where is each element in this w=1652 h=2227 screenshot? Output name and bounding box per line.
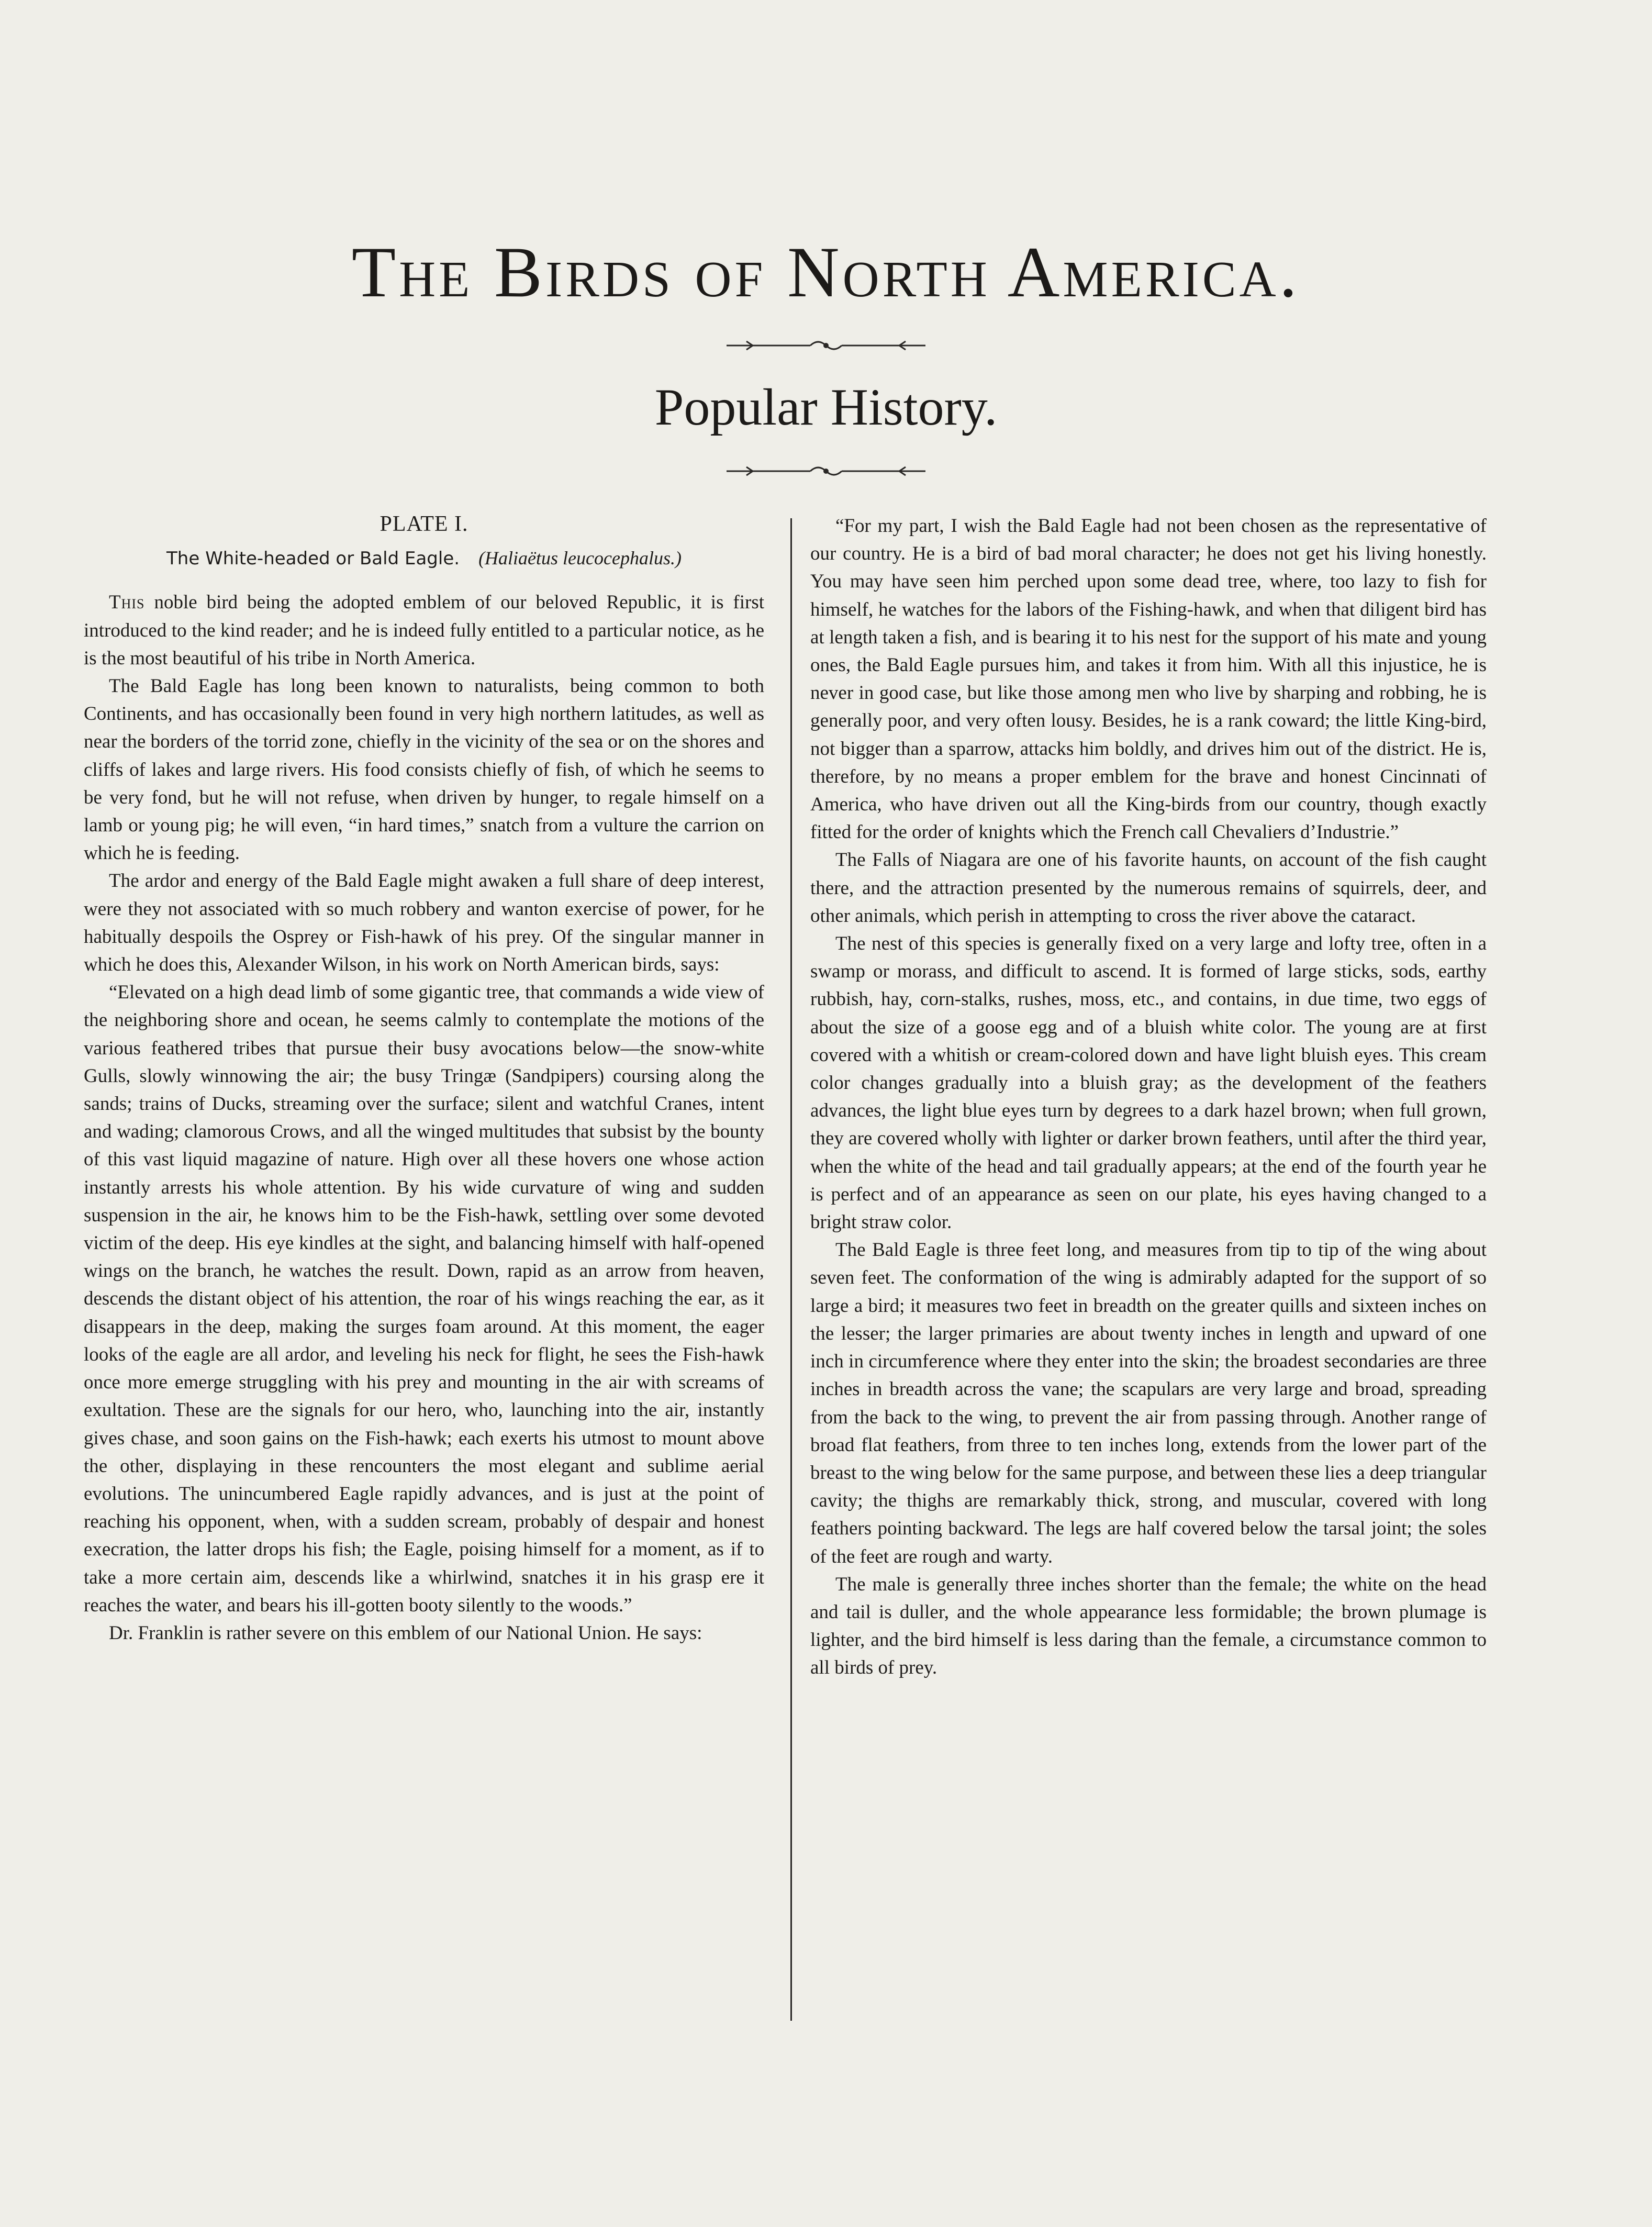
paragraph: The ardor and energy of the Bald Eagle might awaken a full share of deep interest, were they not associated with so much robbery and wanton exercise of power, for he habitually despoils the Osprey or Fish-hawk of his prey. Of the singular manner in which he does this, Alexander Wilson, in his work on North American birds, says:	[84, 870, 764, 976]
paragraph	[84, 588, 764, 672]
plate-heading: PLATE I.	[379, 512, 468, 536]
column-divider	[790, 518, 792, 2021]
intro-text: noble bird being the adopted emblem of our beloved Republic, it is first introduced to the kind reader; and he is indeed fully entitled to a particular notice, as he is the most beautiful of his tribe in North America.	[84, 592, 764, 669]
right-column	[810, 512, 1487, 1682]
ornament-divider-bottom	[721, 461, 931, 482]
page-title: The Birds of North America.	[351, 232, 1301, 312]
paragraph: The male is generally three inches shorter than the female; the white on the head and tail is duller, and the whole appearance less formidable; the brown plumage is lighter, and the bird himself is less daring than the female, a circumstance common to all birds of prey.	[810, 1573, 1487, 1679]
paragraph: Dr. Franklin is rather severe on this emblem of our National Union. He says:	[109, 1622, 702, 1644]
paragraph: The nest of this species is generally fixed on a very large and lofty tree, often in a swamp or morass, and difficult to ascend. It is formed of large sticks, sods, earthy rubbish, hay, corn-stalks, rushes, moss, etc., and contains, in due time, two eggs of about the size of a goose egg and of a bluish white color. The young are at first covered with a whitish or cream-colored down and have light bluish eyes. This cream color changes gradually into a bluish gray; as the development of the feathers advances, the light blue eyes turn by degrees to a dark hazel brown; when full grown, they are covered wholly with lighter or darker brown feathers, until after the third year, when the white of the head and tail gradually appears; at the end of the fourth year he is perfect and of an appearance as seen on our plate, his eyes having changed to a bright straw color.	[810, 933, 1487, 1233]
quote-paragraph: “Elevated on a high dead limb of some gigantic tree, that commands a wide view of the neighboring shore and ocean, he seems calmly to contemplate the motions of the various feathered tribes that pursue their busy avocations below—the snow-white Gulls, slowly winnowing the air; the busy Tringæ (Sandpipers) coursing along the sands; trains of Ducks, streaming over the surface; silent and watchful Cranes, intent and wading; clamorous Crows, and all the winged multitudes that subsist by the bounty of this vast liquid magazine of nature. High over all these hovers one whose action instantly arrests his whole attention. By his wide curvature of wing and sudden suspension in the air, he knows him to be the Fish-hawk, settling over some devoted victim of the deep. His eye kindles at the sight, and balancing himself with half-opened wings on the branch, he watches the result. Down, rapid as an arrow from heaven, descends the distant object of his attention, the roar of his wings reaching the ear, as it disappears in the deep, making the surges foam around. At this moment, the eager looks of the eagle are all ardor, and leveling his neck for flight, he sees the Fish-hawk once more emerge struggling with his prey and mounting in the air with screams of exultation. These are the signals for our hero, who, launching into the air, instantly gives chase, and soon gains on the Fish-hawk; each exerts his utmost to mount above the other, displaying in these rencounters the most elegant and sublime aerial evolutions. The unincumbered Eagle rapidly advances, and is just at the point of reaching his opponent, when, with a sudden scream, probably of despair and honest execration, the latter drops his fish; the Eagle, poising himself for a moment, as if to take a more certain aim, descends like a whirlwind, snatches it in his grasp ere it reaches the water, and bears his ill-gotten booty silently to the woods.”	[84, 982, 764, 1616]
species-line	[84, 544, 764, 573]
ornament-divider-top	[721, 335, 931, 356]
quote-paragraph: “For my part, I wish the Bald Eagle had not been chosen as the representative of our country. He is a bird of bad moral character; he does not get his living honestly. You may have seen him perched upon some dead tree, where, too lazy to fish for himself, he watches for the labors of the Fishing-hawk, and when that diligent bird has at length taken a fish, and is bearing it to his nest for the support of his mate and young ones, the Bald Eagle pursues him, and takes it from him. With all this injustice, he is never in good case, but like those among men who live by sharping and robbing, he is generally poor, and very often lousy. Besides, he is a rank coward; the little King-bird, not bigger than a sparrow, attacks him boldly, and drives him out of the district. He is, therefore, by no means a proper emblem for the brave and honest Cincinnati of America, who have driven out all the King-birds from our country, though exactly fitted for the order of knights which the French call Chevaliers d’Industrie.”	[810, 515, 1487, 843]
paragraph: The Falls of Niagara are one of his favorite haunts, on account of the fish caught there, and the attraction presented by the numerous remains of squirrels, deer, and other animals, which perish in attempting to cross the river above the cataract.	[810, 849, 1487, 927]
left-column	[84, 510, 764, 1647]
page-subtitle: Popular History.	[654, 378, 998, 436]
species-common-name: The White-headed or Bald Eagle.	[166, 548, 460, 570]
species-latin-name: (Haliaëtus leucocephalus.)	[478, 548, 682, 569]
intro-first-word: This	[109, 592, 145, 614]
paragraph: The Bald Eagle is three feet long, and measures from tip to tip of the wing about seven feet. The conformation of the wing is admirably adapted for the support of so large a bird; it measures two feet in breadth on the greater quills and sixteen inches on the lesser; the larger primaries are about twenty inches in length and upward of one inch in circumference where they enter into the skin; the broadest secondaries are three inches in breadth across the vane; the scapulars are very large and broad, spreading from the back to the wing, to prevent the air from passing through. Another range of broad flat feathers, from three to ten inches long, extends from the lower part of the breast to the wing below for the same purpose, and between these lies a deep triangular cavity; the thighs are remarkably thick, strong, and muscular, covered with long feathers pointing backward. The legs are half covered below the tarsal joint; the soles of the feet are rough and warty.	[810, 1239, 1487, 1567]
paragraph: The Bald Eagle has long been known to naturalists, being common to both Continents, and has occasionally been found in very high northern latitudes, as well as near the borders of the torrid zone, chiefly in the vicinity of the sea or on the shores and cliffs of lakes and large rivers. His food consists chiefly of fish, of which he seems to be very fond, but he will not refuse, when driven by hunger, to regale himself on a lamb or young pig; he will even, “in hard times,” snatch from a vulture the carrion on which he is feeding.	[84, 675, 764, 864]
